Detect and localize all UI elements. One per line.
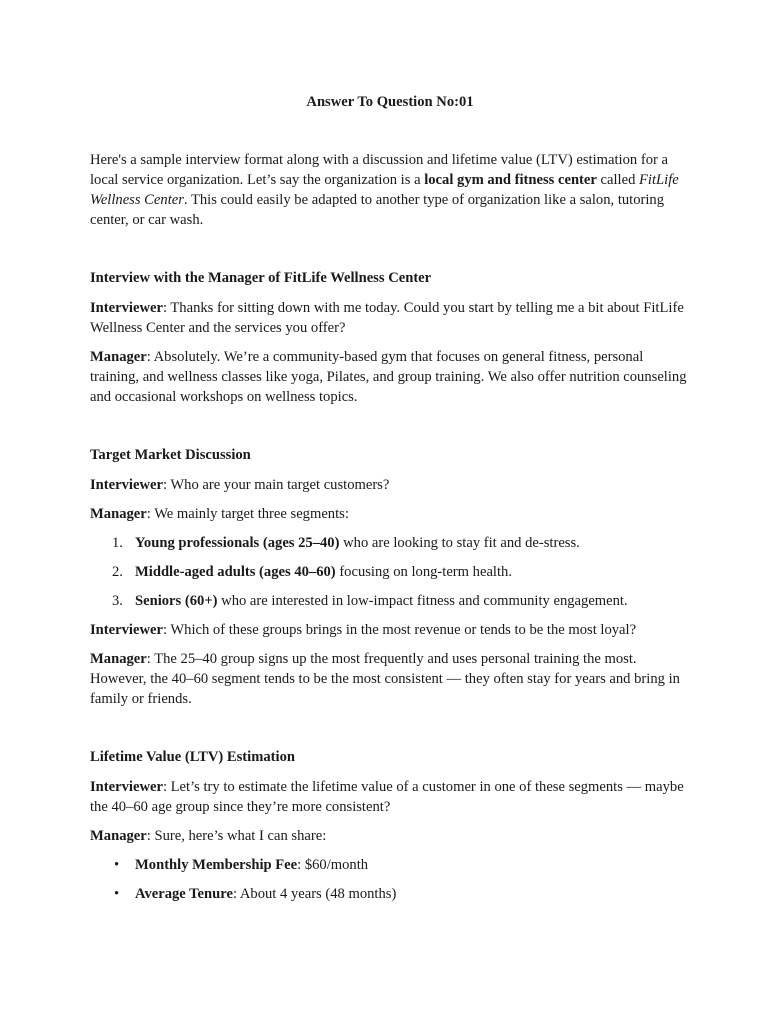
speaker-label: Interviewer — [90, 477, 163, 493]
dialogue-interviewer-3 — [90, 620, 690, 640]
section-heading-ltv: Lifetime Value (LTV) Estimation — [90, 749, 295, 765]
bullet-icon: • — [114, 886, 120, 902]
intro-text-3: . This could easily be adapted to another type of organization like a salon, tutoring center, or car wash. — [90, 192, 665, 228]
list-number: 1. — [112, 535, 123, 551]
dialogue-interviewer-4 — [90, 777, 690, 817]
dialogue-manager-1 — [90, 347, 690, 407]
section-heading-target-market: Target Market Discussion — [90, 447, 251, 463]
segment-label: Middle-aged adults (ages 40–60) — [135, 564, 336, 580]
list-item — [90, 884, 690, 904]
intro-italic-name: FitLife Wellness Center — [90, 172, 679, 208]
bullet-text: : About 4 years (48 months) — [232, 886, 397, 902]
intro-text-1: Here's a sample interview format along with a discussion and lifetime value (LTV) estimation for a local service organization. Let’s say the organization is a — [90, 152, 668, 188]
section-heading-interview: Interview with the Manager of FitLife Wellness Center — [90, 270, 432, 286]
list-item — [90, 591, 690, 611]
list-item — [90, 855, 690, 875]
dialogue-text: : Thanks for sitting down with me today. Could you start by telling me a bit about FitLife Wellness Center and the services you offer? — [90, 300, 684, 336]
list-item — [90, 562, 690, 582]
speaker-label: Interviewer — [90, 300, 163, 316]
speaker-label: Manager — [90, 349, 147, 365]
document-title: Answer To Question No:01 — [306, 94, 474, 110]
dialogue-interviewer-1 — [90, 298, 690, 338]
intro-text-2: called — [596, 172, 640, 188]
bullet-text: : $60/month — [297, 857, 369, 873]
segment-text: focusing on long-term health. — [335, 564, 512, 580]
bullet-icon: • — [114, 857, 120, 873]
bullet-label: Monthly Membership Fee — [135, 857, 298, 873]
ltv-bullet-list — [90, 855, 690, 904]
document-page — [90, 92, 690, 913]
segment-label: Young professionals (ages 25–40) — [135, 535, 340, 551]
speaker-label: Interviewer — [90, 622, 163, 638]
dialogue-text: : Absolutely. We’re a community-based gym that focuses on general fitness, personal training, and wellness classes like yoga, Pilates, and group training. We also offer nutrition counseling and occasional workshops on wellness topics. — [90, 349, 687, 405]
dialogue-text: : Sure, here’s what I can share: — [146, 828, 327, 844]
dialogue-manager-4 — [90, 826, 690, 846]
speaker-label: Manager — [90, 651, 147, 667]
dialogue-text: : Let’s try to estimate the lifetime value of a customer in one of these segments — maybe the 40–60 age group since they’re more consistent? — [90, 779, 684, 815]
speaker-label: Manager — [90, 506, 147, 522]
list-item — [90, 533, 690, 553]
dialogue-manager-2 — [90, 504, 690, 524]
dialogue-interviewer-2 — [90, 475, 690, 495]
segment-text: who are looking to stay fit and de-stress. — [339, 535, 580, 551]
segment-list — [90, 533, 690, 611]
dialogue-text: : Which of these groups brings in the most revenue or tends to be the most loyal? — [162, 622, 637, 638]
dialogue-manager-3 — [90, 649, 690, 709]
segment-label: Seniors (60+) — [135, 593, 218, 609]
speaker-label: Manager — [90, 828, 147, 844]
list-number: 2. — [112, 564, 123, 580]
dialogue-text: : The 25–40 group signs up the most frequently and uses personal training the most. However, the 40–60 segment tends to be the most consistent — they often stay for years and bring in family or friends. — [90, 651, 680, 707]
intro-paragraph — [90, 150, 690, 230]
dialogue-text: : Who are your main target customers? — [162, 477, 390, 493]
intro-bold-org: local gym and fitness center — [424, 172, 597, 188]
bullet-label: Average Tenure — [135, 886, 233, 902]
dialogue-text: : We mainly target three segments: — [146, 506, 349, 522]
list-number: 3. — [112, 593, 123, 609]
segment-text: who are interested in low-impact fitness and community engagement. — [217, 593, 628, 609]
speaker-label: Interviewer — [90, 779, 163, 795]
